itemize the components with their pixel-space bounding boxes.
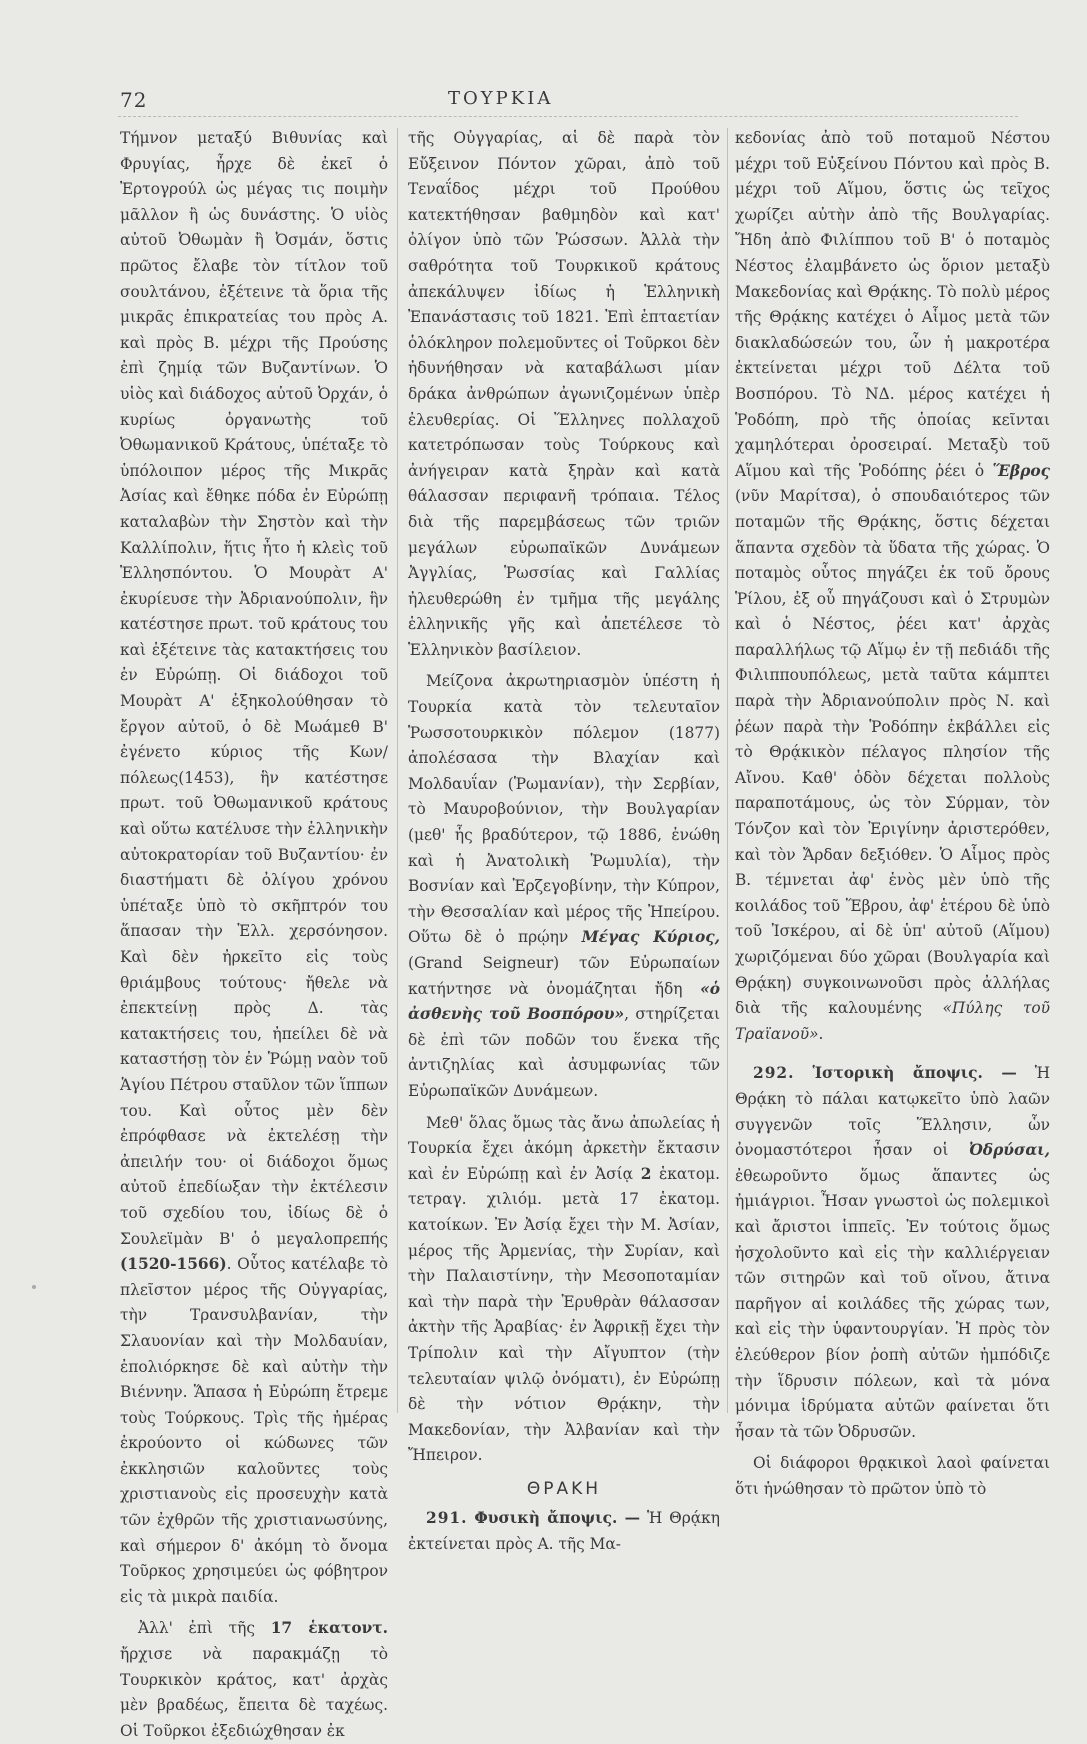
column-divider	[727, 128, 728, 1413]
text-column-1	[120, 126, 389, 1740]
year: (1877)	[668, 723, 720, 742]
title-phrase: Μέγας Κύριος,	[581, 928, 720, 947]
paragraph: 291. Φυσικὴ ἄποψις. — Ἡ Θρᾴκη ἐκτείνεται πρὸς Α. τῆς Μα-	[408, 1509, 720, 1554]
paragraph: Μεθ' ὅλας ὅμως τὰς ἄνω ἀπωλείας ἡ Τουρκία ἔχει ἀκόμη ἀρκετὴν ἔκτασιν καὶ ἐν Εὐρώπῃ καὶ ἐν Ἀσίᾳ 2 ἑκατομ. τετραγ. χιλιόμ. μετὰ 17 ἑκατομ. κατοίκων. Ἐν Ἀσίᾳ ἔχει τὴν Μ. Ἀσίαν, μέρος τῆς Ἀρμενίας, τὴν Συρίαν, καὶ τὴν Παλαιστίνην, τὴν Μεσοποταμίαν καὶ τὴν παρὰ τὴν Ἐρυθρὰν θάλασσαν ἀκτὴν τῆς Ἀραβίας· ἐν Ἀφρικῇ ἔχει τὴν Τρίπολιν καὶ τὴν Αἴγυπτον (τὴν τελευταίαν ψιλῷ ὀνόματι), ἐν Εὐρώπῃ δὲ τὴν νότιον Θρᾴκην, τὴν Μακεδονίαν, τὴν Ἀλβανίαν καὶ τὴν Ἤπειρον.	[408, 1113, 721, 1465]
text-column-3	[735, 126, 1050, 1498]
page-header	[118, 86, 1018, 117]
paragraph: Οἱ διάφοροι θρᾳκικοὶ λαοὶ φαίνεται ὅτι ἡνώθησαν τὸ πρῶτον ὑπὸ τὸ	[735, 1454, 1050, 1498]
year: (1520-1566)	[120, 1255, 227, 1274]
paragraph-heading: Φυσικὴ ἄποψις. —	[474, 1509, 641, 1528]
page-number: 72	[120, 88, 148, 112]
year: 1821	[555, 308, 595, 327]
paragraph-number: 292.	[753, 1064, 795, 1083]
paragraph-number: 291.	[426, 1509, 468, 1528]
paragraph: Μείζονα ἀκρωτηριασμὸν ὑπέστη ἡ Τουρκία κατὰ τὸν τελευταῖον Ῥωσσοτουρκικὸν πόλεμον (1877) ἀπολέσασα τὴν Βλαχίαν καὶ Μολδαυΐαν (Ῥωμανίαν), τὴν Σερβίαν, τὸ Μαυροβούνιον, τὴν Βουλγαρίαν (μεθ' ἧς βραδύτερον, τῷ 1886, ἑνώθη καὶ ἡ Ἀνατολικὴ Ῥωμυλία), τὴν Βοσνίαν καὶ Ἐρζεγοβίνην, τὴν Κύπρον, τὴν Θεσσαλίαν καὶ μέρος τῆς Ἠπείρου. Οὕτω δὲ ὁ πρῴην Μέγας Κύριος, (Grand Seigneur) τῶν Εὐρωπαίων κατήντησε νὰ ὀνομάζηται ἤδη «ὁ ἀσθενὴς τοῦ Βοσπόρου», στηρίζεται δὲ ἐπὶ τῶν ποδῶν του ἕνεκα τῆς ἀντιζηλίας καὶ ἀσυμφωνίας τῶν Εὐρωπαϊκῶν Δυνάμεων.	[408, 672, 720, 1100]
people-name: Ὀδρύσαι,	[968, 1141, 1050, 1160]
text-column-2	[408, 126, 721, 1554]
year: (1453)	[178, 768, 230, 787]
column-divider	[397, 128, 398, 1413]
running-head: ΤΟΥΡΚΙΑ	[448, 88, 554, 109]
section-heading: ΘΡΑΚΗ	[526, 1478, 602, 1499]
river-name: Ἕβρος	[992, 461, 1050, 480]
pass-name: «Πύλης τοῦ Τραϊανοῦ»	[735, 999, 1050, 1043]
paragraph-heading: Ἱστορικὴ ἄποψις. —	[812, 1064, 1017, 1083]
century: 17 ἑκατοντ.	[270, 1619, 389, 1638]
page-speck	[32, 1285, 36, 1289]
epithet: «ὁ ἀσθενὴς τοῦ Βοσπόρου»	[408, 979, 720, 1024]
paragraph: τῆς Οὐγγαρίας, αἱ δὲ παρὰ τὸν Εὔξεινον Πόντον χῶραι, ἀπὸ τοῦ Τεναΐδος μέχρι τοῦ Προύθου κατεκτήθησαν βαθμηδὸν καὶ κατ' ὀλίγον ὑπὸ τῶν Ῥώσσων. Ἀλλὰ τὴν σαθρότητα τοῦ Τουρκικοῦ κράτους ἀπεκάλυψεν ἰδίως ἡ Ἑλληνικὴ Ἐπανάστασις τοῦ 1821. Ἐπὶ ἑπταετίαν ὁλόκληρον πολεμοῦντες οἱ Τοῦρκοι δὲν ἠδυνήθησαν νὰ καταβάλωσι μίαν δράκα ἀνθρώπων ἀγωνιζομένων ὑπὲρ ἐλευθερίας. Οἱ Ἕλληνες πολλαχοῦ κατετρόπωσαν τοὺς Τούρκους καὶ ἀνήγειραν κατὰ ξηρὰν καὶ κατὰ θάλασσαν περιφανῆ τρόπαια. Τέλος διὰ τῆς παρεμβάσεως τῶν τριῶν μεγάλων εὐρωπαϊκῶν Δυνάμεων Ἀγγλίας, Ῥωσσίας καὶ Γαλλίας ἠλευθερώθη ἐν τμῆμα τῆς μεγάλης ἑλληνικῆς γῆς καὶ ἀπετέλεσε τὸ Ἑλληνικὸν βασίλειον.	[408, 129, 720, 659]
paragraph: 292. Ἱστορικὴ ἄποψις. — Ἡ Θρᾴκη τὸ πάλαι κατῳκεῖτο ὑπὸ λαῶν συγγενῶν τοῖς Ἕλλησιν, ὧν ὀνομαστότεροι ἦσαν οἱ Ὀδρύσαι, ἐθεωροῦντο ὅμως ἅπαντες ὡς ἡμιάγριοι. Ἦσαν γνωστοὶ ὡς πολεμικοὶ καὶ ἄριστοι ἱππεῖς. Ἐν τούτοις ὅμως ἠσχολοῦντο καὶ εἰς τὴν καλλιέργειαν τῶν σιτηρῶν καὶ τοῦ οἴνου, ἄτινα παρῆγον αἱ κοιλάδες τῆς χώρας των, καὶ εἰς τὴν ὑφαντουργίαν. Ἡ πρὸς τὸν ἐλεύθερον βίον ῥοπὴ αὐτῶν ἠμπόδιζε τὴν ἵδρυσιν πόλεων, καὶ τὰ μόνα μόνιμα ἱδρύματα αὐτῶν φαίνεται ὅτι ἦσαν τὰ τῶν Ὀδρυσῶν.	[735, 1064, 1050, 1441]
year: 1886	[617, 826, 658, 845]
paragraph: Ἀλλ' ἐπὶ τῆς 17 ἑκατοντ. ἤρχισε νὰ παρακμάζῃ τὸ Τουρκικὸν κράτος, κατ' ἀρχὰς μὲν βραδέως, ἔπειτα δὲ ταχέως. Οἱ Τοῦρκοι ἐξεδιώχθησαν ἐκ	[120, 1619, 389, 1740]
paragraph: κεδονίας ἀπὸ τοῦ ποταμοῦ Νέστου μέχρι τοῦ Εὐξείνου Πόντου καὶ πρὸς Β. μέχρι τοῦ Αἵμου, ὅστις ὡς τεῖχος χωρίζει αὐτὴν ἀπὸ τῆς Βουλγαρίας. Ἤδη ἀπὸ Φιλίππου τοῦ Β' ὁ ποταμὸς Νέστος ἐλαμβάνετο ὡς ὅριον μεταξὺ Μακεδονίας καὶ Θρᾴκης. Τὸ πολὺ μέρος τῆς Θρᾴκης κατέχει ὁ Αἷμος μετὰ τῶν διακλαδώσεών του, ὧν ἡ μακροτέρα ἐκτείνεται μέχρι τοῦ Δέλτα τοῦ Βοσπόρου. Τὸ ΝΔ. μέρος κατέχει ἡ Ῥοδόπη, πρὸ τῆς ὁποίας κεῖνται χαμηλότεραι ὀροσειραί. Μεταξὺ τοῦ Αἵμου καὶ τῆς Ῥοδόπης ῥέει ὁ Ἕβρος (νῦν Μαρίτσα), ὁ σπουδαιότερος τῶν ποταμῶν τῆς Θρᾴκης, ὅστις δέχεται ἅπαντα σχεδὸν τὰ ὕδατα τῆς χώρας. Ὁ ποταμὸς οὗτος πηγάζει ἐκ τοῦ ὄρους Ῥίλου, ἐξ οὗ πηγάζουσι καὶ ὁ Στρυμὼν καὶ ὁ Νέστος, ῥέει κατ' ἀρχὰς παραλλήλως τῷ Αἵμῳ ἐν τῇ πεδιάδι τῆς Φιλιππουπόλεως, μετὰ ταῦτα κάμπτει παρὰ τὴν Ἀδριανούπολιν πρὸς Ν. καὶ ῥέων παρὰ τὴν Ῥοδόπην ἐκβάλλει εἰς τὸ Θρᾴκικὸν πέλαγος πλησίον τῆς Αἴνου. Καθ' ὁδὸν δέχεται πολλοὺς παραποτάμους, ὡς τὸν Σύρμαν, τὸν Τόνζον καὶ τὸν Ἐριγίνην ἀριστερόθεν, καὶ τὸν Ἄρδαν δεξιόθεν. Ὁ Αἷμος πρὸς Β. τέμνεται ἀφ' ἑνὸς μὲν ὑπὸ τῆς κοιλάδος τοῦ Ἕβρου, ἀφ' ἑτέρου δὲ ὑπὸ τοῦ Ἰσκέρου, αἱ δὲ ὑπ' αὐτοῦ (Αἵμου) χωριζόμεναι δύο χῶραι (Βουλγαρία καὶ Θρᾴκη) συγκοινωνοῦσι πρὸς ἀλλήλας διὰ τῆς καλουμένης «Πύλης τοῦ Τραϊανοῦ».	[735, 129, 1050, 1043]
paragraph: Τήμνον μεταξύ Βιθυνίας καὶ Φρυγίας, ἦρχε δὲ ἐκεῖ ὁ Ἐρτογρούλ ὡς μέγας τις ποιμὴν μᾶλλον ἢ ὡς δυνάστης. Ὁ υἱὸς αὐτοῦ Ὀθωμὰν ἢ Ὀσμάν, ὅστις πρῶτος ἔλαβε τὸν τίτλον τοῦ σουλτάνου, ἐξέτεινε τὰ ὅρια τῆς μικρᾶς ἐπικρατείας του πρὸς Α. καὶ πρὸς Β. μέχρι τῆς Προύσης ἐπὶ ζημίᾳ τῶν Βυζαντίνων. Ὁ υἱὸς καὶ διάδοχος αὐτοῦ Ὀρχάν, ὁ κυρίως ὀργανωτὴς τοῦ Ὀθωμανικοῦ Κράτους, ὑπέταξε τὸ ὑπόλοιπον μέρος τῆς Μικρᾶς Ἀσίας καὶ ἔθηκε πόδα ἐν Εὐρώπῃ καταλαβὼν τὴν Σηστὸν καὶ τὴν Καλλίπολιν, ἥτις ἦτο ἡ κλεὶς τοῦ Ἑλλησπόντου. Ὁ Μουρὰτ Α' ἐκυρίευσε τὴν Ἀδριανούπολιν, ἣν κατέστησε πρωτ. τοῦ κράτους του καὶ ἐξέτεινε τὰς κατακτήσεις του ἐν Εὐρώπῃ. Οἱ διάδοχοι τοῦ Μουρὰτ Α' ἐξηκολούθησαν τὸ ἔργον αὐτοῦ, ὁ δὲ Μωάμεθ Β' ἐγένετο κύριος τῆς Κων/πόλεως(1453), ἣν κατέστησε πρωτ. τοῦ Ὀθωμανικοῦ κράτους καὶ οὕτω κατέλυσε τὴν ἑλληνικὴν αὐτοκρατορίαν τοῦ Βυζαντίου· ἐν διαστήματι δὲ ὀλίγου χρόνου ὑπέταξε ὑπὸ τὸ σκῆπτρόν του ἅπασαν τὴν Ἑλλ. χερσόνησον. Καὶ δὲν ἠρκεῖτο εἰς τοὺς θριάμβους τούτους· ἤθελε νὰ ἐπεκτείνῃ πρὸς Δ. τὰς κατακτήσεις του, ἠπείλει δὲ νὰ καταστήσῃ τὸν ἐν Ῥώμῃ ναὸν τοῦ Ἁγίου Πέτρου σταῦλον τῶν ἵππων του. Καὶ οὗτος μὲν δὲν ἐπρόφθασε νὰ ἐκτελέσῃ τὴν ἀπειλήν του· οἱ διάδοχοι ὅμως αὐτοῦ ἐπεδίωξαν τὴν ἐκτέλεσιν τοῦ σχεδίου του, ἰδίως δὲ ὁ Σουλεϊμὰν Β' ὁ μεγαλοπρεπής (1520-1566). Οὗτος κατέλαβε τὸ πλεῖστον μέρος τῆς Οὐγγαρίας, τὴν Τρανσυλβανίαν, τὴν Σλαυονίαν καὶ τὴν Μολδαυίαν, ἐπολιόρκησε δὲ καὶ αὐτὴν τὴν Βιέννην. Ἅπασα ἡ Εὐρώπη ἔτρεμε τοὺς Τούρκους. Τρὶς τῆς ἡμέρας ἐκρούοντο οἱ κώδωνες τῶν ἐκκλησιῶν καλοῦντες τοὺς χριστιανοὺς εἰς προσευχὴν κατὰ τῶν ἐχθρῶν τῆς χριστιανωσύνης, καὶ σήμερον δ' ἀκόμη τὸ ὄνομα Τοῦρκος χρησιμεύει ὡς φόβητρον εἰς τὰ μικρὰ παιδία.	[120, 129, 388, 1606]
